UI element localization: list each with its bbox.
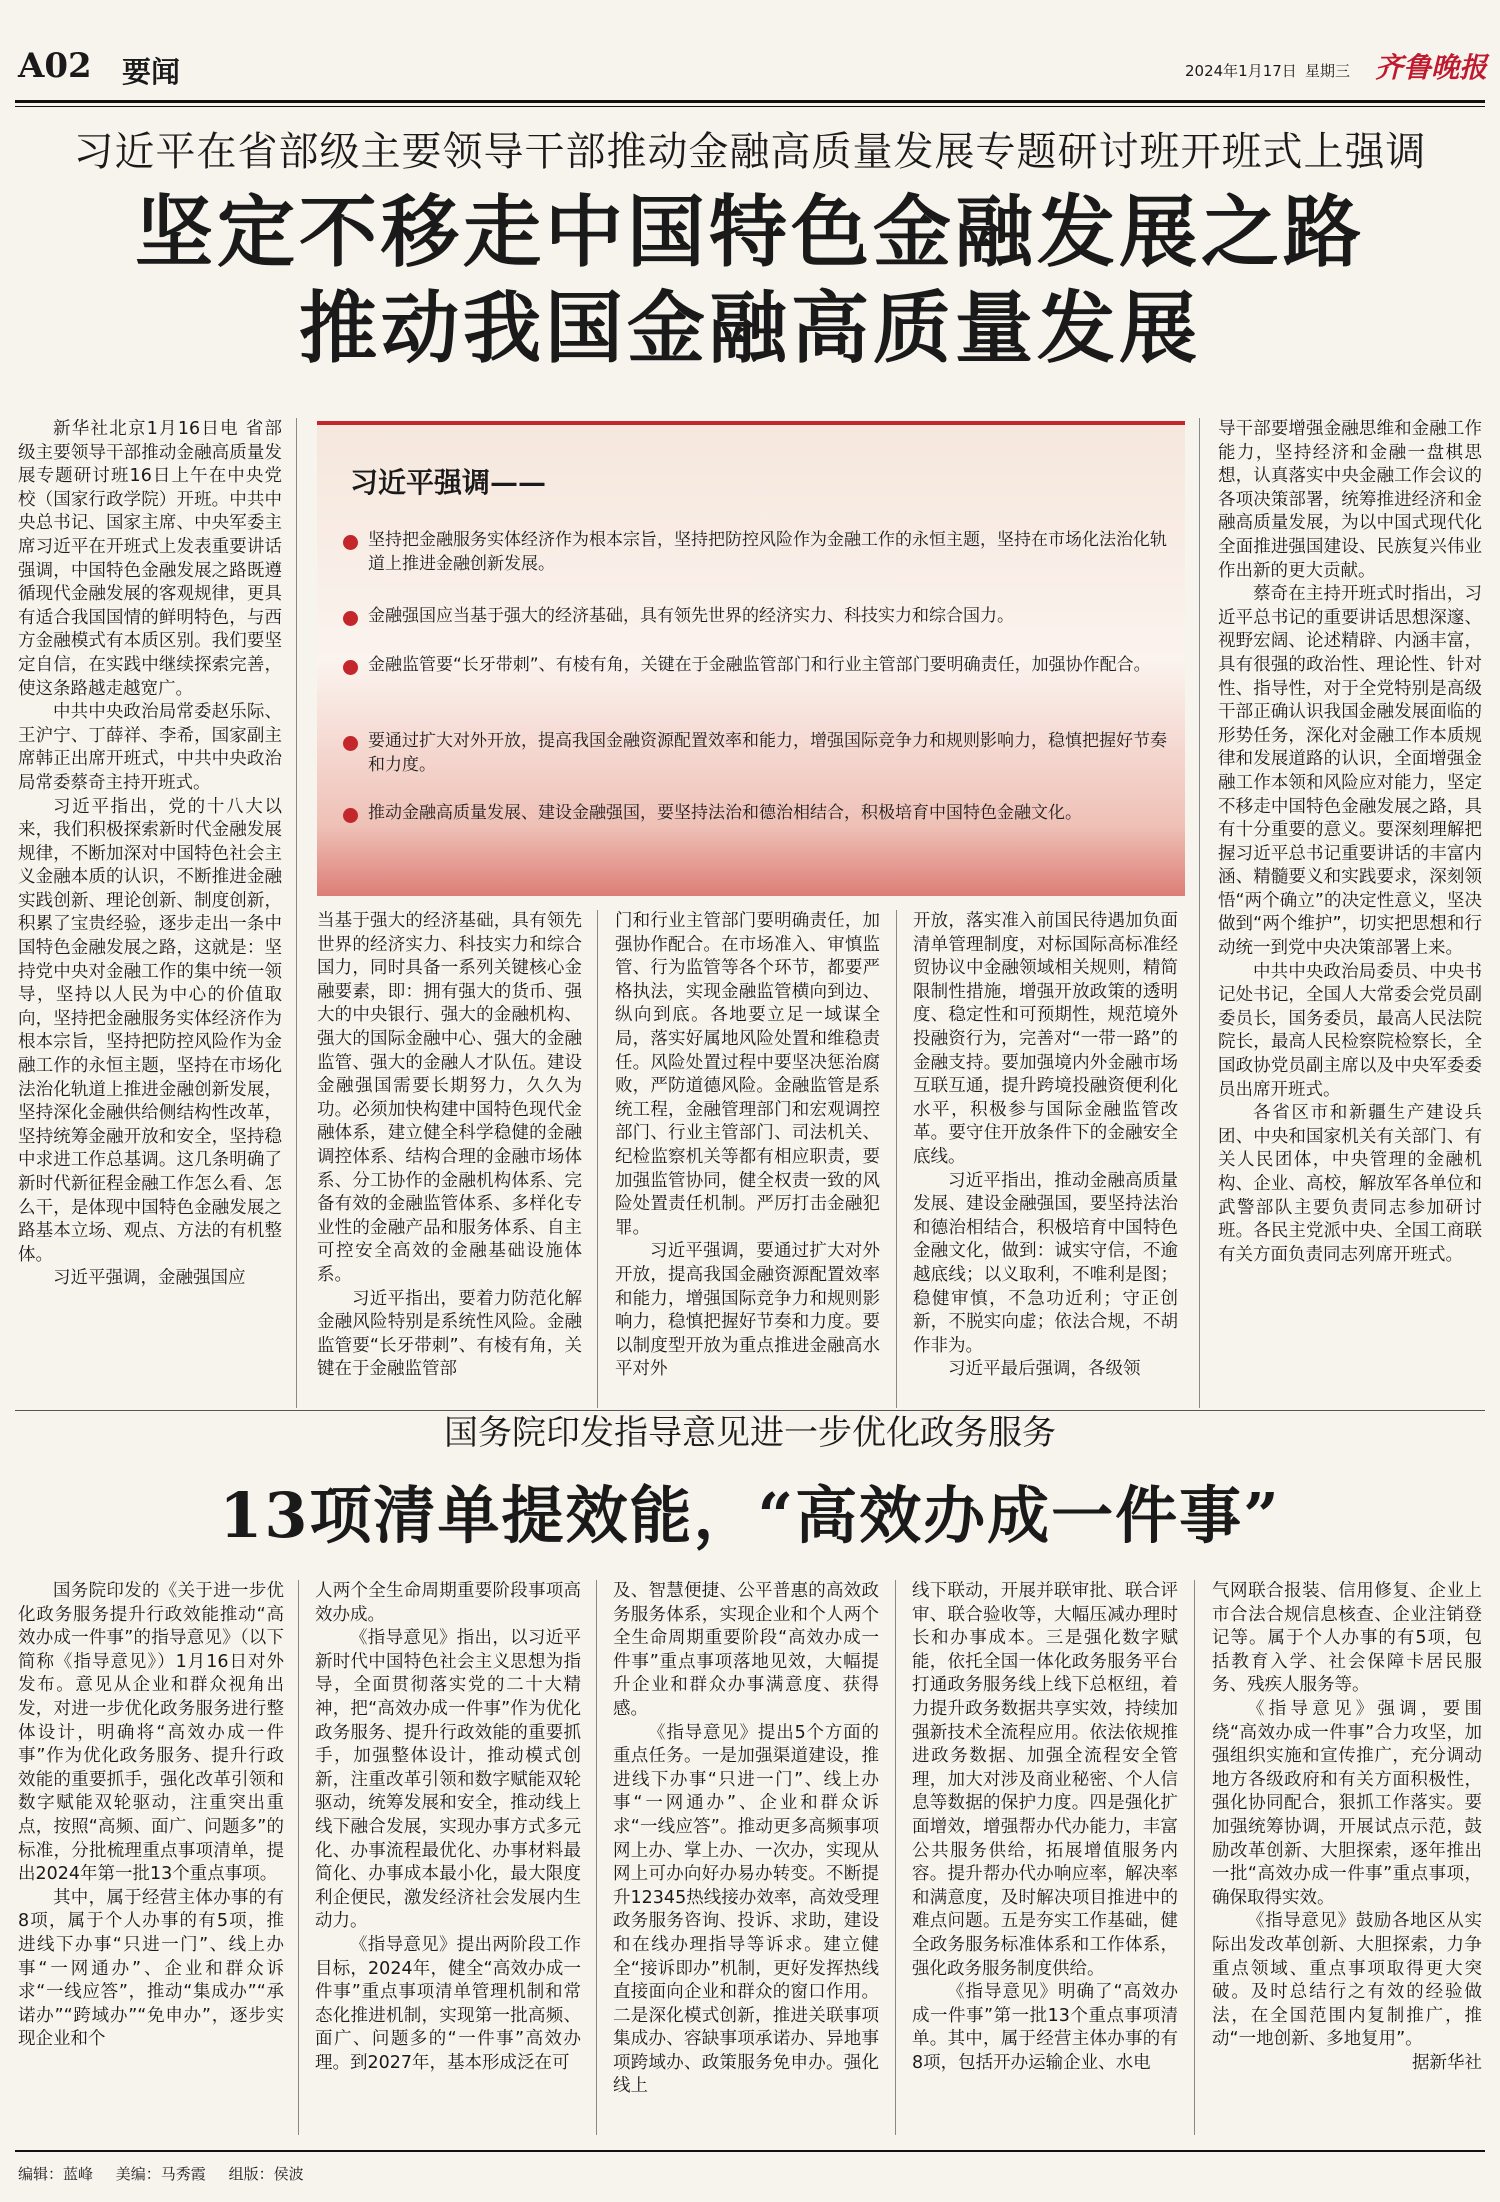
paragraph: 其中，属于经营主体办事的有8项，属于个人办事的有5项，推进线下办事“只进一门”、线上办事“一网通办”、企业和群众诉求“一线应答”，推动“集成办”“承诺办”“跨域办”“免申办”，逐步实现企业和个: [18, 1887, 284, 2050]
story1-column-3: [615, 910, 880, 1382]
paragraph: 习近平指出，要着力防范化解金融风险特别是系统性风险。金融监管要“长牙带刺”、有棱有角，关键在于金融监管部: [317, 1288, 582, 1380]
quote-item: 推动金融高质量发展、建设金融强国，要坚持法治和德治相结合，积极培育中国特色金融文化。: [368, 803, 1082, 823]
story1-headline-line1: 坚定不移走中国特色金融发展之路: [134, 187, 1365, 278]
paragraph: 中共中央政治局常委赵乐际、王沪宁、丁薛祥、李希，国家副主席韩正出席开班式，中共中央政治局常委蔡奇主持开班式。: [18, 702, 282, 793]
bullet-icon: [343, 808, 358, 823]
column-divider: [1194, 1580, 1195, 2135]
story2-column-2: [315, 1580, 581, 2075]
paragraph: 门和行业主管部门要明确责任，加强协作配合。在市场准入、审慎监管、行为监管等各个环节，都要严格执法，实现金融监管横向到边、纵向到底。各地要立足一域谋全局，落实好属地风险处置和维稳责任。风险处置过程中要坚决惩治腐败，严防道德风险。金融监管是系统工程，金融管理部门和宏观调控部门、行业主管部门、司法机关、纪检监察机关等都有相应职责，要加强监管协同，健全权责一致的风险处置责任机制。严厉打击金融犯罪。: [615, 911, 880, 1238]
paragraph: 中共中央政治局委员、中央书记处书记，全国人大常委会党员副委员长，国务委员，最高人民法院院长，最高人民检察院检察长，全国政协党员副主席以及中央军委委员出席开班式。: [1218, 961, 1482, 1100]
story2-column-3: [613, 1580, 879, 2099]
story1-headline-line2: 推动我国金融高质量发展: [298, 283, 1201, 374]
paragraph: 国务院印发的《关于进一步优化政务服务提升行政效能推动“高效办成一件事”的指导意见》（以下简称《指导意见》）1月16日对外发布。意见从企业和群众视角出发，对进一步优化政务服务进行整体设计，明确将“高效办成一件事”作为优化政务服务、提升行政效能的重要抓手，强化改革引领和数字赋能双轮驱动，注重突出重点，按照“高频、面广、问题多”的标准，分批梳理重点事项清单，提出2024年第一批13个重点事项。: [18, 1581, 284, 1885]
paragraph: 开放，落实准入前国民待遇加负面清单管理制度，对标国际高标准经贸协议中金融领域相关规则，精简限制性措施，增强开放政策的透明度、稳定性和可预期性，规范境外投融资行为，完善对“一带一路”的金融支持。要加强境内外金融市场互联互通，提升跨境投融资便利化水平，积极参与国际金融监管改革。要守住开放条件下的金融安全底线。: [913, 911, 1178, 1167]
footer-rule: [15, 2150, 1485, 2152]
paragraph: 习近平最后强调，各级领: [948, 1359, 1141, 1380]
paragraph: 《指导意见》提出两阶段工作目标，2024年，健全“高效办成一件事”重点事项清单管理机制和常态化推进机制，实现第一批高频、面广、问题多的“一件事”高效办理。到2027年，基本形成泛在可: [315, 1934, 581, 2073]
story2-column-1: [18, 1580, 284, 2052]
paragraph: 习近平强调，要通过扩大对外开放，提高我国金融资源配置效率和能力，增强国际竞争力和规则影响力，稳慎把握好节奏和力度。要以制度型开放为重点推进金融高水平对外: [615, 1241, 880, 1380]
story1-column-4: [913, 910, 1178, 1382]
section-name: 要闻: [122, 55, 181, 89]
bullet-icon: [343, 660, 358, 675]
paragraph: 气网联合报装、信用修复、企业上市合法合规信息核查、企业注销登记等。属于个人办事的有5项，包括教育入学、社会保障卡居民服务、残疾人服务等。: [1212, 1581, 1482, 1696]
masthead-rule: [15, 100, 1485, 103]
bullet-icon: [343, 535, 358, 550]
paragraph: 导干部要增强金融思维和金融工作能力，坚持经济和金融一盘棋思想，认真落实中央金融工作会议的各项决策部署，统筹推进经济和金融高质量发展，为以中国式现代化全面推进强国建设、民族复兴伟业作出新的更大贡献。: [1218, 419, 1482, 581]
paragraph: 新华社北京1月16日电 省部级主要领导干部推动金融高质量发展专题研讨班16日上午在中央党校（国家行政学院）开班。中共中央总书记、国家主席、中央军委主席习近平在开班式上发表重要讲话强调，中国特色金融发展之路既遵循现代金融发展的客观规律，更具有适合我国国情的鲜明特色，与西方金融模式有本质区别。我们要坚定自信，在实践中继续探索完善，使这条路越走越宽广。: [18, 419, 282, 699]
story2-headline: 13项清单提效能，“高效办成一件事”: [219, 1479, 1281, 1552]
story2-column-5: [1212, 1580, 1482, 2075]
quote-box-title: 习近平强调——: [350, 466, 547, 499]
quote-item: 金融监管要“长牙带刺”、有棱有角，关键在于金融监管部门和行业主管部门要明确责任，加强协作配合。: [368, 655, 1151, 675]
paragraph: 各省区市和新疆生产建设兵团、中央和国家机关有关部门、有关人民团体，中央管理的金融机构、企业、高校，解放军各单位和武警部队主要负责同志参加研讨班。各民主党派中央、全国工商联有关方面负责同志列席开班式。: [1218, 1103, 1482, 1265]
paragraph: 《指导意见》鼓励各地区从实际出发改革创新、大胆探索，力争重点领域、重点事项取得更大突破。及时总结行之有效的经验做法，在全国范围内复制推广，推动“一地创新、多地复用”。: [1212, 1911, 1482, 2050]
paragraph: 当基于强大的经济基础，具有领先世界的经济实力、科技实力和综合国力，同时具备一系列关键核心金融要素，即：拥有强大的货币、强大的中央银行、强大的金融机构、强大的国际金融中心、强大的金融监管、强大的金融人才队伍。建设金融强国需要长期努力，久久为功。必须加快构建中国特色现代金融体系，建立健全科学稳健的金融调控体系、结构合理的金融市场体系、分工协作的金融机构体系、完备有效的金融监管体系、多样化专业性的金融产品和服务体系、自主可控安全高效的金融基础设施体系。: [317, 911, 582, 1285]
story1-kicker: 习近平在省部级主要领导干部推动金融高质量发展专题研讨班开班式上强调: [73, 129, 1427, 175]
editor-credit: 编辑：蓝峰: [18, 2165, 94, 2183]
column-divider: [597, 910, 598, 1408]
column-divider: [296, 418, 297, 1408]
newspaper-logo: 齐鲁晚报: [1375, 51, 1488, 84]
quote-item: 金融强国应当基于强大的经济基础，具有领先世界的经济实力、科技实力和综合国力。: [368, 606, 1014, 626]
layout-credit: 组版：侯波: [228, 2165, 304, 2183]
column-divider: [1199, 418, 1200, 1408]
paragraph: 习近平指出，推动金融高质量发展、建设金融强国，要坚持法治和德治相结合，积极培育中国特色金融文化，做到：诚实守信，不逾越底线；以义取利，不唯利是图；稳健审慎，不急功近利；守正创新，不脱实向虚；依法合规，不胡作非为。: [913, 1170, 1178, 1356]
story2-source: 据新华社: [1412, 2052, 1482, 2073]
footer-credits: [18, 2163, 304, 2184]
paragraph: 习近平强调，金融强国应: [53, 1268, 246, 1289]
story2-column-4: [912, 1580, 1178, 2075]
bullet-icon: [343, 611, 358, 626]
page-number: A02: [18, 46, 92, 86]
bullet-icon: [343, 736, 358, 751]
paragraph: 线下联动，开展并联审批、联合评审、联合验收等，大幅压减办理时长和办事成本。三是强化数字赋能，依托全国一体化政务服务平台打通政务服务线上线下总枢纽，着力提升政务数据共享实效，持续加强新技术全流程应用。依法依规推进政务数据、加强全流程安全管理，加大对涉及商业秘密、个人信息等数据的保护力度。四是强化扩面增效，增强帮办代办能力，丰富公共服务供给，拓展增值服务内容。提升帮办代办响应率，解决率和满意度，及时解决项目推进中的难点问题。五是夯实工作基础，健全政务服务标准体系和工作体系，强化政务服务制度供给。: [912, 1581, 1178, 1979]
story1-column-1: [18, 418, 282, 1291]
quote-item: 要通过扩大对外开放，提高我国金融资源配置效率和能力，增强国际竞争力和规则影响力，稳慎把握好节奏和力度。: [368, 731, 1167, 775]
issue-weekday: 星期三: [1305, 62, 1351, 80]
column-divider: [596, 1580, 597, 2135]
paragraph: 《指导意见》提出5个方面的重点任务。一是加强渠道建设，推进线下办事“只进一门”、线上办事“一网通办”、企业和群众诉求“一线应答”。推动更多高频事项网上办、掌上办、一次办，实现从网上可办向好办易办转变。不断提升12345热线接办效率，高效受理政务服务咨询、投诉、求助，建设和在线办理指导等诉求。建立健全“接诉即办”机制，更好发挥热线直接面向企业和群众的窗口作用。二是深化模式创新，推进关联事项集成办、容缺事项承诺办、异地事项跨域办、政策服务免申办。强化线上: [613, 1722, 879, 2097]
paragraph: 蔡奇在主持开班式时指出，习近平总书记的重要讲话思想深邃、视野宏阔、论述精辟、内涵丰富，具有很强的政治性、理论性、针对性、指导性，对于全党特别是高级干部正确认识我国金融发展面临的形势任务，深化对金融工作本质规律和发展道路的认识，全面增强金融工作本领和风险应对能力，坚定不移走中国特色金融发展之路，具有十分重要的意义。要深刻理解把握习近平总书记重要讲话的丰富内涵、精髓要义和实践要求，深刻领悟“两个确立”的决定性意义，坚决做到“两个维护”，切实把思想和行动统一到党中央决策部署上来。: [1218, 584, 1482, 959]
paragraph: 《指导意见》指出，以习近平新时代中国特色社会主义思想为指导，全面贯彻落实党的二十大精神，把“高效办成一件事”作为优化政务服务、提升行政效能的重要抓手，加强整体设计，推动模式创新，注重改革引领和数字赋能双轮驱动，统筹发展和安全，推动线上线下融合发展，实现办事方式多元化、办事流程最优化、办事材料最简化、办事成本最小化，最大限度利企便民，激发经济社会发展内生动力。: [315, 1628, 581, 1932]
column-divider: [298, 1580, 299, 2135]
quote-item: 坚持把金融服务实体经济作为根本宗旨，坚持把防控风险作为金融工作的永恒主题，坚持在市场化法治化轨道上推进金融创新发展。: [368, 530, 1167, 574]
issue-date: 2024年1月17日: [1185, 62, 1297, 80]
paragraph: 《指导意见》强调，要围绕“高效办成一件事”合力攻坚，加强组织实施和宣传推广，充分调动地方各级政府和有关方面积极性，强化协同配合，狠抓工作落实。要加强统筹协调，开展试点示范，鼓励改革创新、大胆探索，逐年推出一批“高效办成一件事”重点事项，确保取得实效。: [1212, 1698, 1482, 1908]
column-divider: [896, 910, 897, 1408]
paragraph: 习近平指出，党的十八大以来，我们积极探索新时代金融发展规律，不断加深对中国特色社会主义金融本质的认识，不断推进金融实践创新、理论创新、制度创新，积累了宝贵经验，逐步走出一条中国特色金融发展之路，这就是：坚持党中央对金融工作的集中统一领导，坚持以人民为中心的价值取向，坚持把金融服务实体经济作为根本宗旨，坚持把防控风险作为金融工作的永恒主题，坚持在市场化法治化轨道上推进金融创新发展，坚持深化金融供给侧结构性改革，坚持统筹金融开放和安全，坚持稳中求进工作总基调。这几条明确了新时代新征程金融工作怎么看、怎么干，是体现中国特色金融发展之路基本立场、观点、方法的有机整体。: [18, 796, 282, 1265]
story2-kicker: 国务院印发指导意见进一步优化政务服务: [444, 1413, 1056, 1453]
paragraph: 及、智慧便捷、公平普惠的高效政务服务体系，实现企业和个人两个全生命周期重要阶段“高效办成一件事”重点事项落地见效，大幅提升企业和群众办事满意度、获得感。: [613, 1581, 879, 1719]
story1-column-2: [317, 910, 582, 1382]
art-editor-credit: 美编：马秀霞: [115, 2165, 206, 2183]
paragraph: 《指导意见》明确了“高效办成一件事”第一批13个重点事项清单。其中，属于经营主体办事的有8项，包括开办运输企业、水电: [912, 1982, 1178, 2073]
masthead-rule-thin: [15, 106, 1485, 107]
story1-headline: [30, 185, 1470, 377]
paragraph: 人两个全生命周期重要阶段事项高效办成。: [315, 1581, 581, 1625]
story1-column-5: [1218, 418, 1482, 1267]
column-divider: [895, 1580, 896, 2135]
